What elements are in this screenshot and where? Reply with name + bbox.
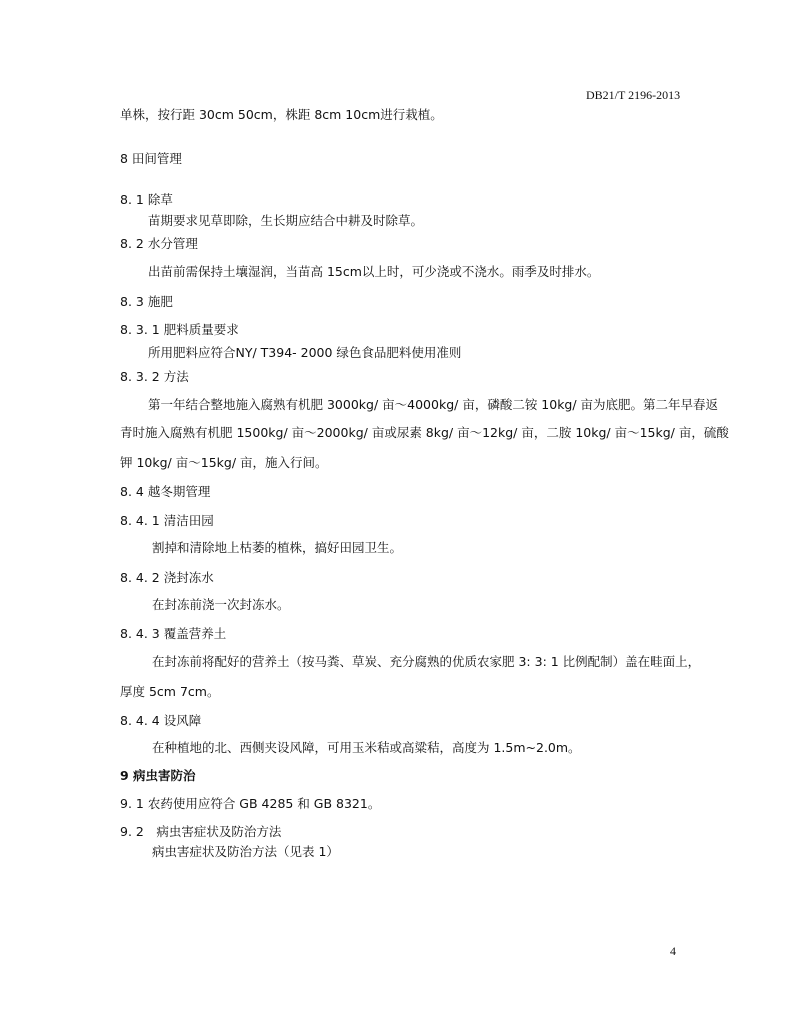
subsection-heading: 8. 4. 4 设风障 [120,713,202,728]
paragraph-line: 在封冻前浇一次封冻水。 [152,597,290,612]
subsection-heading: 8. 3. 2 方法 [120,369,189,384]
paragraph-line: 钾 10kg/ 亩～15kg/ 亩，施入行间。 [120,455,328,470]
paragraph-line: 苗期要求见草即除，生长期应结合中耕及时除草。 [148,213,424,228]
section-heading-8: 8 田间管理 [120,151,182,166]
paragraph-line: 青时施入腐熟有机肥 1500kg/ 亩～2000kg/ 亩或尿素 8kg/ 亩～12kg/ 亩，二胺 10kg/ 亩～15kg/ 亩，硫酸 [120,425,729,440]
page-number: 4 [670,944,676,958]
paragraph-line: 第一年结合整地施入腐熟有机肥 3000kg/ 亩～4000kg/ 亩，磷酸二铵 10kg/ 亩为底肥。第二年早春返 [148,397,719,412]
paragraph-line: 在种植地的北、西侧夹设风障，可用玉米秸或高粱秸，高度为 1.5m~2.0m。 [152,740,581,755]
subsection-heading: 8. 4. 2 浇封冻水 [120,570,214,585]
paragraph-line: 厚度 5cm 7cm。 [120,684,220,699]
paragraph-line: 在封冻前将配好的营养土（按马粪、草炭、充分腐熟的优质农家肥 3: 3: 1 比例配制）盖在畦面上， [152,654,701,669]
subsection-heading: 8. 3. 1 肥料质量要求 [120,322,239,337]
subsection-heading: 8. 3 施肥 [120,294,173,309]
paragraph-line: 出苗前需保持土壤湿润，当苗高 15cm以上时，可少浇或不浇水。雨季及时排水。 [148,264,600,279]
subsection-heading: 8. 1 除草 [120,192,173,207]
paragraph-line: 所用肥料应符合NY/ T394- 2000 绿色食品肥料使用准则 [148,345,462,360]
paragraph-line: 病虫害症状及防治方法（见表 1） [152,844,339,859]
subsection-heading: 8. 2 水分管理 [120,236,198,251]
subsection-heading: 8. 4 越冬期管理 [120,484,211,499]
subsection-heading: 9. 2 病虫害症状及防治方法 [120,824,282,839]
subsection-heading: 8. 4. 3 覆盖营养土 [120,626,227,641]
paragraph-line: 割掉和清除地上枯萎的植株，搞好田园卫生。 [152,540,403,555]
section-heading-9: 9 病虫害防治 [120,768,196,783]
paragraph-line: 单株，按行距 30cm 50cm，株距 8cm 10cm进行栽植。 [120,107,443,122]
document-code: DB21/T 2196-2013 [586,88,681,102]
subsection-heading: 9. 1 农药使用应符合 GB 4285 和 GB 8321。 [120,796,381,811]
subsection-heading: 8. 4. 1 清洁田园 [120,513,214,528]
